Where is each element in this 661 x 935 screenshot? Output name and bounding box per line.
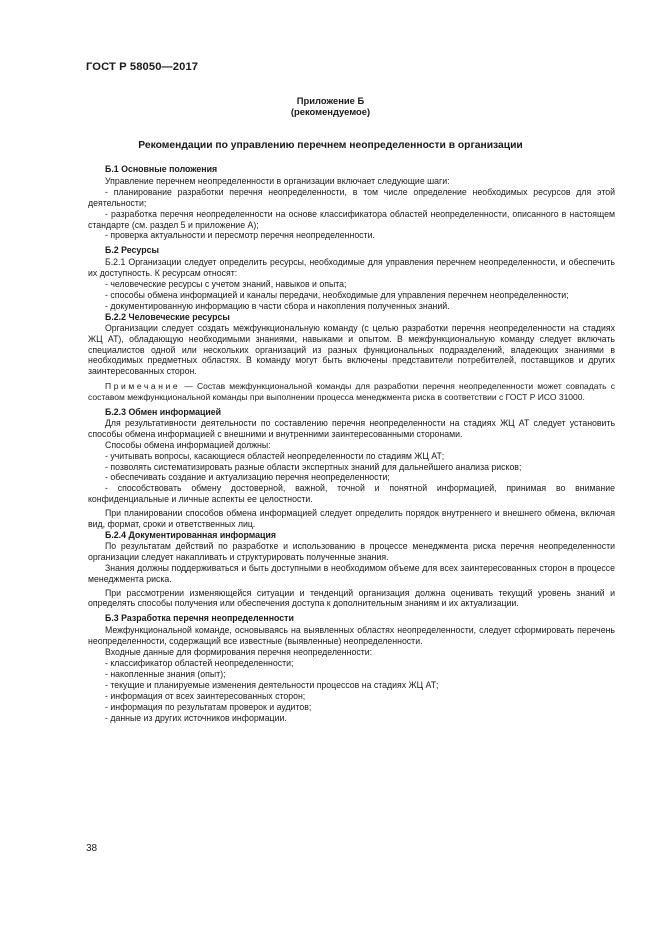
list-item: - разработка перечня неопределенности на основе классификатора областей неопределенности, описанного в настоящем стандарте (см. раздел 5 и приложение А); bbox=[88, 208, 615, 230]
section-b2-heading: Б.2 Ресурсы bbox=[105, 245, 159, 256]
list-item: - текущие и планируемые изменения деятельности процессов на стадиях ЖЦ АТ; bbox=[105, 679, 439, 690]
paragraph: При планировании способов обмена информацией следует определить порядок внутреннего и внешнего обмена, включая вид, формат, сроки и ответственных лиц. bbox=[88, 508, 615, 530]
note-text: — Состав межфункциональной команды для разработки перечня неопределенности может совпадать с составом межфункциональной команды при выполнении процесса менеджмента риска в соответствии с ГОСТ Р ИСО 31000. bbox=[88, 381, 615, 403]
list-item: - позволять систематизировать разные области экспертных знаний для дальнейшего анализа рисков; bbox=[105, 461, 522, 472]
paragraph: Управление перечнем неопределенности в организации включает следующие шаги: bbox=[105, 175, 450, 186]
paragraph: Межфункциональной команде, основываясь на выявленных областях неопределенности, следует сформировать перечень неопределенности, содержащий все известные (выявленные) неопределенности. bbox=[88, 625, 615, 647]
paragraph: Входные данные для формирования перечня неопределенности: bbox=[105, 647, 373, 658]
appendix-status: (рекомендуемое) bbox=[290, 106, 371, 117]
list-item: - классификатор областей неопределенности; bbox=[105, 657, 294, 668]
section-b24-heading: Б.2.4 Документированная информация bbox=[105, 530, 276, 540]
paragraph: Способы обмена информацией должны: bbox=[105, 439, 271, 450]
paragraph: Организации следует создать межфункциональную команду (с целью разработки перечня неопределенности на стадиях ЖЦ АТ), обладающую необходимыми знаниями, навыками и опытом. В межфункциональную команду следует включать специалистов одной или нескольких организаций из разных функциональных подразделений, владеющих знаниями в необходимых предметных областях. В команду могут быть включены представители потребителей, поставщиков и других заинтересованных сторон. bbox=[88, 322, 615, 377]
page-number: 38 bbox=[86, 843, 98, 854]
section-b22-heading: Б.2.2 Человеческие ресурсы bbox=[105, 311, 230, 322]
paragraph: Для результативности деятельности по составлению перечня неопределенности на стадиях ЖЦ АТ следует установить способы обмена информацией с внешними и внутренними заинтересованными сторонами. bbox=[88, 417, 615, 439]
list-item: - накопленные знания (опыт); bbox=[105, 668, 226, 679]
section-b23-heading: Б.2.3 Обмен информацией bbox=[105, 407, 222, 418]
list-item: - информация по результатам проверок и аудитов; bbox=[105, 701, 312, 712]
list-item: - проверка актуальности и пересмотр перечня неопределенности. bbox=[105, 230, 375, 241]
document-body bbox=[88, 164, 615, 723]
list-item: - способы обмена информацией и каналы передачи, необходимые для управления перечнем неопределенности; bbox=[105, 289, 569, 300]
list-item: - обеспечивать создание и актуализацию перечня неопределенности; bbox=[105, 472, 390, 483]
note-label: Примечание bbox=[105, 381, 181, 392]
appendix-title: Приложение Б bbox=[296, 95, 365, 106]
list-item: - учитывать вопросы, касающиеся областей неопределенности по стадиям ЖЦ АТ; bbox=[105, 450, 445, 461]
paragraph: При рассмотрении изменяющейся ситуации и тенденций организация должна оценивать текущий уровень знаний и определять способы получения или обеспечения доступа к дополнительным знаниям и их актуализации. bbox=[88, 587, 615, 609]
paragraph: Б.2.1 Организации следует определить ресурсы, необходимые для управления перечнем неопределенности, и обеспечить их доступность. К ресурсам относят: bbox=[88, 257, 615, 279]
standard-code: ГОСТ Р 58050—2017 bbox=[86, 61, 199, 73]
note bbox=[88, 381, 615, 403]
section-b1-heading: Б.1 Основные положения bbox=[105, 164, 218, 174]
document-title: Рекомендации по управлению перечнем неопределенности в организации bbox=[138, 140, 523, 151]
list-item: - данные из других источников информации. bbox=[105, 712, 287, 723]
list-item: - человеческие ресурсы с учетом знаний, навыков и опыта; bbox=[105, 279, 347, 290]
paragraph: Знания должны поддерживаться и быть доступными в необходимом объеме для всех заинтересованных сторон в процессе менеджмента риска. bbox=[88, 562, 615, 584]
section-b3-heading: Б.3 Разработка перечня неопределенности bbox=[105, 613, 294, 624]
list-item: - способствовать обмену достоверной, важной, точной и понятной информацией, принимая во внимание конфиденциальные и личные аспекты ее целостности. bbox=[88, 483, 615, 505]
list-item: - документированную информацию в части сбора и накопления полученных знаний. bbox=[105, 300, 450, 311]
paragraph: По результатам действий по разработке и использованию в процессе менеджмента риска перечня неопределенности организации следует накапливать и структурировать полученные знания. bbox=[88, 540, 615, 562]
list-item: - информация от всех заинтересованных сторон; bbox=[105, 690, 306, 701]
list-item: - планирование разработки перечня неопределенности, в том числе определение необходимых ресурсов для этой деятельности; bbox=[88, 186, 615, 208]
